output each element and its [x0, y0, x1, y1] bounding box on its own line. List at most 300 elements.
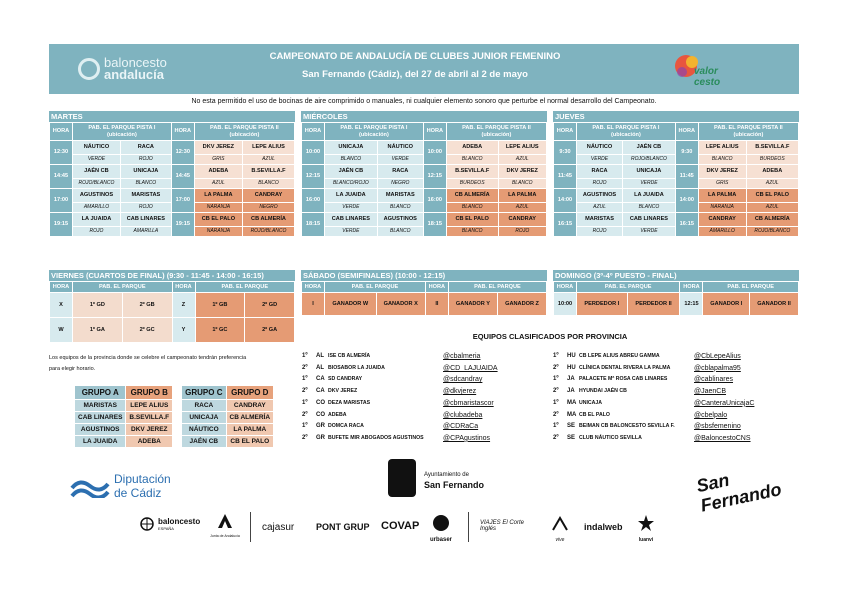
match-time: 14:00: [676, 189, 698, 212]
match-label: II: [426, 293, 448, 315]
match-team: NÁUTICO: [73, 141, 120, 154]
junta-logo: [210, 513, 240, 538]
twitter-handle-link[interactable]: @cbmaristascor: [443, 399, 494, 407]
hora-header: HORA: [554, 282, 576, 292]
kit-color: VERDE: [623, 179, 675, 188]
match-team: GANADOR Z: [498, 293, 546, 315]
match-time: 12:15: [680, 293, 702, 315]
match-team: AGUSTINOS: [73, 189, 120, 202]
footnote-line2: para elegir horario.: [49, 366, 96, 372]
clasificados-title: EQUIPOS CLASIFICADOS POR PROVINCIA: [472, 332, 628, 341]
position: 1º: [553, 399, 559, 406]
province: SE: [567, 434, 576, 441]
clasificado-row: [302, 410, 482, 421]
match-label: Y: [173, 318, 195, 342]
clasificado-row: [302, 398, 494, 409]
group-team: CB EL PALO: [227, 436, 274, 447]
match-time: 10:00: [554, 293, 576, 315]
diputacion-text: Diputación de Cádiz: [114, 472, 171, 500]
kit-color: NARANJA: [195, 227, 242, 236]
match-team: RACA: [577, 165, 622, 178]
group-b-header: GRUPO B: [126, 386, 172, 399]
match-team: 1º GB: [196, 293, 245, 317]
kit-color: VERDE: [73, 155, 120, 164]
kit-color: BLANCO: [623, 203, 675, 212]
clasificado-row: [553, 363, 741, 374]
twitter-handle-link[interactable]: @CbLepeAlius: [694, 353, 741, 360]
group-team: AGUSTINOS: [75, 424, 125, 435]
day-title: JUEVES: [553, 111, 799, 122]
sabado-table: [301, 281, 547, 316]
match-team: GANADOR Y: [449, 293, 497, 315]
match-team: CB ALMERÍA: [747, 213, 798, 226]
junta-icon: [217, 513, 233, 529]
kit-color: BURDEOS: [447, 179, 498, 188]
position: 2º: [553, 434, 559, 441]
match-team: UNICAJA: [325, 141, 377, 154]
domingo-title: DOMINGO (3º-4º PUESTO - FINAL): [553, 270, 799, 281]
province: JA: [567, 388, 575, 395]
team-name: PALACETE Mª ROSA CAB LINARES: [579, 376, 668, 383]
province: CA: [316, 376, 325, 383]
twitter-handle-link[interactable]: @CDRaCa: [443, 423, 479, 431]
kit-color: AZUL: [577, 203, 622, 212]
match-time: 12:15: [302, 165, 324, 188]
kit-color: BLANCO: [447, 155, 498, 164]
luanvi-icon: [637, 514, 655, 532]
vive-text: vive: [555, 537, 565, 543]
day-table: [49, 122, 295, 237]
position: 2º: [302, 364, 308, 371]
match-time: 17:00: [50, 189, 72, 212]
match-team: CANDRAY: [699, 213, 746, 226]
ayuntamiento-line1: Ayuntamiento de: [424, 472, 469, 478]
kit-color: BLANCO: [378, 203, 423, 212]
kit-color: AZUL: [747, 203, 798, 212]
clasificado-row: [553, 374, 733, 385]
footnote-line1: Los equipos de la provincia donde se celebre el campeonato tendrán preferencia: [49, 355, 247, 361]
match-team: 1º GA: [73, 318, 122, 342]
kit-color: ROJO/BLANCO: [243, 227, 294, 236]
diputacion-logo: [70, 476, 110, 503]
urbaser-logo: [428, 514, 454, 543]
clasificado-row: [553, 386, 726, 397]
position: 1º: [553, 376, 559, 383]
twitter-handle-link[interactable]: @BaloncestoCNS: [694, 434, 751, 442]
match-label: Z: [173, 293, 195, 317]
viernes-section: [49, 270, 295, 343]
match-team: 2º GB: [123, 293, 172, 317]
match-time: 14:45: [172, 165, 194, 188]
court-header: PAB. EL PARQUE: [196, 282, 295, 292]
match-time: 12:30: [172, 141, 194, 164]
position: 1º: [302, 376, 308, 383]
kit-color: BLANCO: [378, 227, 423, 236]
team-name: BIOSABOR LA JUAIDA: [328, 364, 385, 371]
match-team: CANDRAY: [499, 213, 546, 226]
position: 1º: [302, 423, 308, 430]
match-time: 17:00: [172, 189, 194, 212]
group-team: CB ALMERÍA: [227, 412, 274, 423]
kit-color: BLANCO: [499, 179, 546, 188]
match-team: NÁUTICO: [378, 141, 423, 154]
junta-text: Junta de Andalucía: [210, 534, 240, 538]
position: 2º: [302, 388, 308, 395]
clasificado-row: [553, 433, 751, 444]
group-team: MARISTAS: [75, 400, 125, 411]
group-team: JAÉN CB: [182, 436, 225, 447]
hora-header: HORA: [173, 282, 195, 292]
baloncesto-espana-logo: [140, 517, 200, 531]
valor-logo-text: valor cesto: [694, 66, 721, 88]
court-header: PAB. EL PARQUE: [325, 282, 425, 292]
match-team: NÁUTICO: [577, 141, 622, 154]
match-time: 14:00: [554, 189, 576, 212]
match-team: ADEBA: [195, 165, 242, 178]
divider: [468, 512, 469, 542]
team-name: CLUB NÁUTICO SEVILLA: [579, 434, 642, 441]
basketball-icon: [140, 517, 154, 531]
court-header: PAB. EL PARQUE: [73, 282, 172, 292]
group-team: ADEBA: [126, 436, 172, 447]
luanvi-logo: [634, 514, 658, 543]
twitter-handle-link[interactable]: @cbalmeria: [443, 353, 481, 360]
court-header: PAB. EL PARQUE PISTA I (ubicación): [577, 123, 675, 140]
team-name: SD CANDRAY: [328, 376, 363, 383]
match-team: PERDEDOR II: [628, 293, 680, 315]
province: MA: [567, 399, 577, 406]
hora-header: HORA: [172, 123, 194, 140]
match-team: CB ALMERÍA: [243, 213, 294, 226]
hora-header: HORA: [50, 123, 72, 140]
team-name: CLÍNICA DENTAL RIVERA LA PALMA: [579, 364, 671, 371]
position: 2º: [302, 434, 308, 441]
espana-text: ESPAÑA: [158, 526, 174, 531]
clasificado-row: [553, 351, 741, 362]
court-header: PAB. EL PARQUE PISTA I (ubicación): [73, 123, 171, 140]
match-time: 18:15: [424, 213, 446, 236]
kit-color: BLANCO/ROJO: [325, 179, 377, 188]
kit-color: VERDE: [378, 155, 423, 164]
group-team: LA PALMA: [227, 424, 274, 435]
position: 1º: [553, 353, 559, 359]
viajes-logo: VIAJES El Corte Inglés: [480, 520, 525, 532]
match-team: RACA: [378, 165, 423, 178]
match-time: 9:30: [676, 141, 698, 164]
kit-color: ROJO: [121, 155, 171, 164]
twitter-handle-link[interactable]: @sdcandray: [443, 376, 483, 384]
team-name: BEIMAN CB BALONCESTO SEVILLA F.: [579, 423, 675, 430]
province: JA: [567, 376, 575, 383]
match-team: CB ALMERÍA: [447, 189, 498, 202]
luanvi-text: luanvi: [638, 537, 654, 543]
clasificado-row: [302, 351, 480, 362]
position: 1º: [302, 353, 308, 359]
team-name: DKV JEREZ: [328, 388, 358, 395]
day-section: [553, 111, 799, 237]
position: 2º: [553, 411, 559, 418]
twitter-handle-link[interactable]: @dkvjerez: [443, 388, 477, 396]
kit-color: BLANCO: [447, 227, 498, 236]
basketball-logo-icon: [78, 58, 100, 80]
match-team: CAB LINARES: [325, 213, 377, 226]
kit-color: ROJO: [73, 227, 120, 236]
match-team: LA PALMA: [195, 189, 242, 202]
court-header: PAB. EL PARQUE: [703, 282, 798, 292]
match-team: GANADOR I: [703, 293, 749, 315]
court-header: PAB. EL PARQUE: [449, 282, 546, 292]
match-time: 16:15: [676, 213, 698, 236]
team-name: UNICAJA: [579, 399, 603, 406]
twitter-handle-link[interactable]: @clubadeba: [443, 411, 483, 419]
hora-header: HORA: [302, 282, 324, 292]
province: GR: [316, 423, 325, 430]
match-team: CAB LINARES: [623, 213, 675, 226]
group-team: B.SEVILLA.F: [126, 412, 172, 423]
covap-logo: COVAP: [381, 520, 420, 532]
court-header: PAB. EL PARQUE PISTA II (ubicación): [699, 123, 798, 140]
clasificado-row: [553, 398, 754, 409]
kit-color: GRIS: [699, 179, 746, 188]
match-team: ADEBA: [447, 141, 498, 154]
province: CO: [316, 411, 325, 418]
kit-color: AMARILLA: [121, 227, 171, 236]
match-team: LEPE ALIUS: [243, 141, 294, 154]
match-team: DKV JEREZ: [195, 141, 242, 154]
kit-color: GRIS: [195, 155, 242, 164]
kit-color: NARANJA: [195, 203, 242, 212]
province: GR: [316, 434, 325, 441]
kit-color: ROJO/BLANCO: [73, 179, 120, 188]
match-time: 12:15: [424, 165, 446, 188]
twitter-handle-link[interactable]: @cablinares: [694, 376, 734, 384]
position: 2º: [302, 411, 308, 418]
group-team: LA JUAIDA: [75, 436, 125, 447]
match-team: MARISTAS: [378, 189, 423, 202]
clasificado-row: [302, 386, 476, 397]
group-a-header: GRUPO A: [75, 386, 125, 399]
team-name: ADEBA: [328, 411, 347, 418]
clasificado-row: [553, 410, 727, 421]
group-team: CAB LINARES: [75, 412, 125, 423]
match-team: B.SEVILLA.F: [447, 165, 498, 178]
position: 1º: [302, 399, 308, 406]
province: MA: [567, 411, 577, 418]
kit-color: BLANCO: [325, 155, 377, 164]
kit-color: VERDE: [325, 227, 377, 236]
court-header: PAB. EL PARQUE PISTA II (ubicación): [447, 123, 546, 140]
san-fernando-shield-icon: [388, 459, 416, 497]
kit-color: VERDE: [623, 227, 675, 236]
kit-color: NEGRO: [243, 203, 294, 212]
match-team: CB EL PALO: [447, 213, 498, 226]
hora-header: HORA: [676, 123, 698, 140]
match-time: 14:45: [50, 165, 72, 188]
vive-icon: [551, 516, 569, 532]
match-team: LA PALMA: [499, 189, 546, 202]
match-team: LA PALMA: [699, 189, 746, 202]
match-team: CAB LINARES: [121, 213, 171, 226]
baloncesto-text: baloncesto: [158, 517, 201, 526]
kit-color: BLANCO: [447, 203, 498, 212]
hora-header: HORA: [302, 123, 324, 140]
match-team: 2º GD: [245, 293, 294, 317]
match-time: 10:00: [424, 141, 446, 164]
match-team: PERDEDOR I: [577, 293, 627, 315]
group-team: NÁUTICO: [182, 424, 225, 435]
twitter-handle-link[interactable]: @cblapalma95: [694, 364, 741, 372]
diputacion-icon: [70, 476, 110, 498]
team-name: CB LEPE ALIUS ABREU GAMMA: [579, 353, 660, 359]
group-team: LEPE ALIUS: [126, 400, 172, 411]
twitter-handle-link[interactable]: @CanteraUnicajaC: [694, 399, 755, 407]
kit-color: AZUL: [195, 179, 242, 188]
match-team: AGUSTINOS: [577, 189, 622, 202]
match-team: ADEBA: [747, 165, 798, 178]
twitter-handle-link[interactable]: @cbelpalo: [694, 411, 728, 419]
court-header: PAB. EL PARQUE PISTA II (ubicación): [195, 123, 294, 140]
logo-line1: baloncesto: [104, 55, 167, 70]
cajasur-logo: cajasur: [262, 522, 295, 533]
urbaser-text: urbaser: [429, 537, 452, 543]
match-team: LA JUAIDA: [623, 189, 675, 202]
match-team: UNICAJA: [623, 165, 675, 178]
day-section: [49, 111, 295, 237]
group-team: UNICAJA: [182, 412, 225, 423]
match-team: RACA: [121, 141, 171, 154]
match-team: LEPE ALIUS: [499, 141, 546, 154]
match-time: 11:45: [676, 165, 698, 188]
notice-text: No esta permitido el uso de bocinas de aire comprimido o manuales, ni cualquier elemento sonoro que perturbe el normal desarrollo del Campeonato.: [191, 98, 657, 105]
match-team: CANDRAY: [243, 189, 294, 202]
province: AL: [316, 353, 324, 359]
hora-header: HORA: [50, 282, 72, 292]
page-title: [200, 48, 630, 84]
match-time: 12:30: [50, 141, 72, 164]
clasificado-row: [302, 374, 482, 385]
kit-color: AZUL: [243, 155, 294, 164]
match-time: 19:15: [50, 213, 72, 236]
day-title: MARTES: [49, 111, 295, 122]
match-team: GANADOR II: [750, 293, 798, 315]
domingo-section: [553, 270, 799, 316]
day-title: MIÉRCOLES: [301, 111, 547, 122]
kit-color: VERDE: [577, 155, 622, 164]
match-team: JAÉN CB: [623, 141, 675, 154]
groups-table: [74, 385, 274, 448]
kit-color: NEGRO: [378, 179, 423, 188]
team-name: CB EL PALO: [579, 411, 610, 418]
match-label: I: [302, 293, 324, 315]
twitter-handle-link[interactable]: @JaenCB: [694, 388, 727, 396]
match-team: UNICAJA: [121, 165, 171, 178]
match-team: GANADOR W: [325, 293, 376, 315]
match-team: 1º GD: [73, 293, 122, 317]
indalweb-logo: indalweb: [584, 522, 623, 532]
viernes-table: [49, 281, 295, 343]
group-c-header: GRUPO C: [182, 386, 225, 399]
kit-color: AMARILLO: [699, 227, 746, 236]
group-team: RACA: [182, 400, 225, 411]
kit-color: ROJO/BLANCO: [623, 155, 675, 164]
team-name: DOMCA RACA: [328, 423, 364, 430]
match-time: 16:15: [554, 213, 576, 236]
clasificado-row: [302, 421, 478, 432]
group-d-header: GRUPO D: [227, 386, 274, 399]
domingo-table: [553, 281, 799, 316]
san-fernando-logo: San Fernando: [694, 469, 784, 516]
match-time: 10:00: [302, 141, 324, 164]
kit-color: ROJO: [577, 227, 622, 236]
match-team: JAÉN CB: [325, 165, 377, 178]
kit-color: NARANJA: [699, 203, 746, 212]
position: 2º: [553, 364, 559, 371]
footnote: [49, 353, 279, 375]
day-table: [553, 122, 799, 237]
match-team: LA JUAIDA: [73, 213, 120, 226]
title-line1: CAMPEONATO DE ANDALUCÍA DE CLUBES JUNIOR FEMENINO: [269, 51, 561, 62]
twitter-handle-link[interactable]: @CPAgustinos: [443, 434, 491, 442]
kit-color: BLANCO: [243, 179, 294, 188]
province: SE: [567, 423, 576, 430]
clasificado-row: [553, 421, 741, 432]
kit-color: ROJO: [121, 203, 171, 212]
team-name: ISE CB ALMERÍA: [328, 353, 371, 359]
clasificado-row: [302, 363, 498, 374]
match-team: 2º GC: [123, 318, 172, 342]
match-team: AGUSTINOS: [378, 213, 423, 226]
match-team: 1º GC: [196, 318, 245, 342]
match-team: 2º GA: [245, 318, 294, 342]
kit-color: ROJO/BLANCO: [747, 227, 798, 236]
twitter-handle-link[interactable]: @CD_LAJUAIDA: [443, 364, 498, 372]
group-team: DKV JEREZ: [126, 424, 172, 435]
position: 1º: [553, 423, 559, 430]
team-name: DEZA MARISTAS: [328, 399, 371, 406]
match-team: LA JUAIDA: [325, 189, 377, 202]
court-header: PAB. EL PARQUE PISTA I (ubicación): [325, 123, 423, 140]
team-name: HYUNDAI JAÉN CB: [579, 388, 627, 395]
match-team: LEPE ALIUS: [699, 141, 746, 154]
province: HU: [567, 353, 576, 359]
match-time: 19:15: [172, 213, 194, 236]
day-table: [301, 122, 547, 237]
match-time: 9:30: [554, 141, 576, 164]
hora-header: HORA: [426, 282, 448, 292]
province: AL: [316, 364, 324, 371]
match-team: DKV JEREZ: [699, 165, 746, 178]
match-team: B.SEVILLA.F: [243, 165, 294, 178]
vive-logo: [548, 516, 572, 543]
twitter-handle-link[interactable]: @sbsfemenino: [694, 423, 741, 431]
clasificado-row: [302, 433, 490, 444]
viernes-title: VIERNES (CUARTOS DE FINAL) (9:30 - 11:45 - 14:00 - 16:15): [49, 270, 295, 281]
match-team: MARISTAS: [121, 189, 171, 202]
kit-color: ROJO: [499, 227, 546, 236]
match-time: 18:15: [302, 213, 324, 236]
team-name: BUFETE MIR ABOGADOS AGUSTINOS: [328, 434, 424, 441]
province: HU: [567, 364, 576, 371]
match-label: X: [50, 293, 72, 317]
position: 2º: [553, 388, 559, 395]
match-team: CB EL PALO: [747, 189, 798, 202]
match-time: 16:00: [302, 189, 324, 212]
match-time: 16:00: [424, 189, 446, 212]
match-team: JAÉN CB: [73, 165, 120, 178]
kit-color: AZUL: [499, 155, 546, 164]
match-team: MARISTAS: [577, 213, 622, 226]
match-team: GANADOR X: [377, 293, 425, 315]
